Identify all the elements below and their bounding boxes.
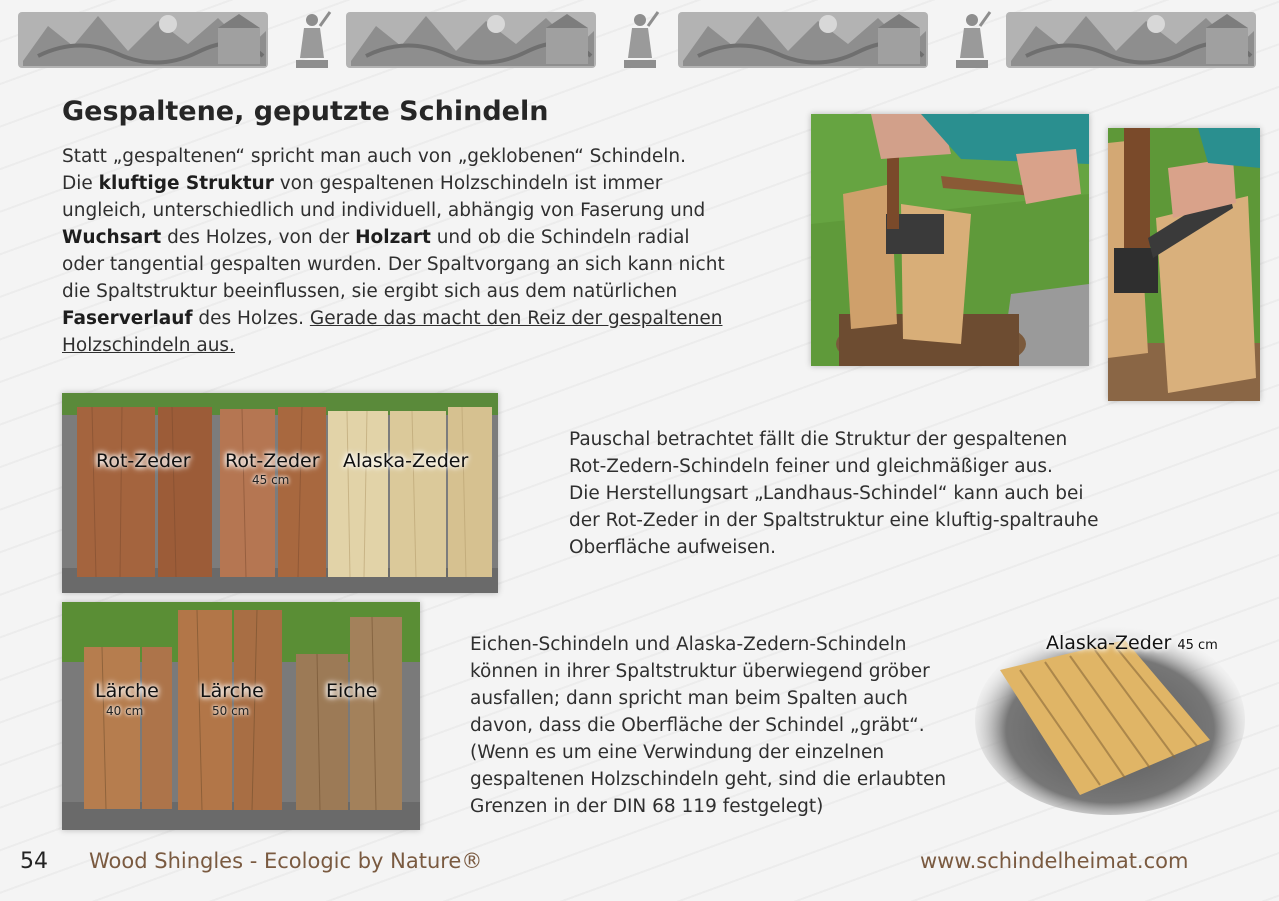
para2-line-1: Pauschal betrachtet fällt die Struktur der gespaltenen: [569, 429, 1068, 450]
para3-line-5: (Wenn es um eine Verwindung der einzelnen: [470, 742, 885, 763]
para3-line-6: gespaltenen Holzschindeln geht, sind die erlaubten: [470, 769, 947, 790]
footer-publication-title: Wood Shingles - Ecologic by Nature®: [89, 849, 483, 873]
para3-line-2: können in ihrer Spaltstruktur überwiegend gröber: [470, 661, 930, 682]
label-alaska-zeder-1: Alaska-Zeder: [343, 450, 469, 472]
photo-splitting-shingle-2: [1108, 128, 1260, 401]
label-alaska-zeder-2: Alaska-Zeder 45 cm: [1046, 632, 1218, 654]
intro-line-1: Statt „gespaltenen“ spricht man auch von „geklobenen“ Schindeln.: [62, 146, 687, 167]
emphasis-wuchsart: Wuchsart: [62, 227, 162, 248]
page-number: 54: [20, 849, 48, 874]
paragraph-red-cedar: [569, 426, 1169, 561]
emphasis-kluftige-struktur: kluftige Struktur: [98, 173, 274, 194]
label-laerche-1-size: 40 cm: [106, 704, 144, 718]
label-laerche-1: Lärche: [95, 680, 159, 702]
para3-line-3: ausfallen; dann spricht man beim Spalten auch: [470, 688, 908, 709]
intro-line-5: oder tangential gespalten wurden. Der Spaltvorgang an sich kann nicht: [62, 254, 725, 275]
footer-website-link[interactable]: www.schindelheimat.com: [920, 849, 1189, 873]
decorative-frieze-banner: [18, 6, 1260, 72]
label-eiche: Eiche: [326, 680, 378, 702]
para2-line-3: Die Herstellungsart „Landhaus-Schindel“ kann auch bei: [569, 483, 1084, 504]
page-title: Gespaltene, geputzte Schindeln: [62, 96, 549, 127]
label-rot-zeder-2-size: 45 cm: [252, 473, 290, 487]
para3-line-4: davon, dass die Oberfläche der Schindel „gräbt“.: [470, 715, 925, 736]
intro-line-3: ungleich, unterschiedlich und individuell, abhängig von Faserung und: [62, 200, 706, 221]
label-rot-zeder-1: Rot-Zeder: [96, 450, 191, 472]
label-laerche-2-size: 50 cm: [212, 704, 250, 718]
intro-paragraph: [62, 143, 792, 359]
para3-line-1: Eichen-Schindeln und Alaska-Zedern-Schindeln: [470, 634, 907, 655]
underlined-statement: Gerade das macht den Reiz der gespaltenen: [309, 308, 723, 329]
para2-line-5: Oberfläche aufweisen.: [569, 537, 776, 558]
emphasis-holzart: Holzart: [355, 227, 431, 248]
emphasis-faserverlauf: Faserverlauf: [62, 308, 193, 329]
photo-splitting-shingle-1: [811, 114, 1089, 366]
para2-line-2: Rot-Zedern-Schindeln feiner und gleichmäßiger aus.: [569, 456, 1053, 477]
para2-line-4: der Rot-Zeder in der Spaltstruktur eine kluftig-spaltrauhe: [569, 510, 1099, 531]
para3-line-7: Grenzen in der DIN 68 119 festgelegt): [470, 796, 824, 817]
intro-line-7: Faserverlauf des Holzes. Gerade das macht den Reiz der gespaltenen: [62, 308, 723, 329]
label-laerche-2: Lärche: [200, 680, 264, 702]
intro-line-4: Wuchsart des Holzes, von der Holzart und ob die Schindeln radial: [62, 227, 690, 248]
intro-line-6: die Spaltstruktur beeinflussen, sie ergibt sich aus dem natürlichen: [62, 281, 678, 302]
label-rot-zeder-2: Rot-Zeder: [225, 450, 320, 472]
label-alaska-zeder-2-size: 45 cm: [1177, 638, 1218, 653]
intro-line-8: Holzschindeln aus.: [62, 335, 235, 356]
intro-line-2: Die kluftige Struktur von gespaltenen Holzschindeln ist immer: [62, 173, 663, 194]
paragraph-oak-alaska: [470, 631, 990, 820]
photo-cedar-samples: [62, 393, 498, 593]
